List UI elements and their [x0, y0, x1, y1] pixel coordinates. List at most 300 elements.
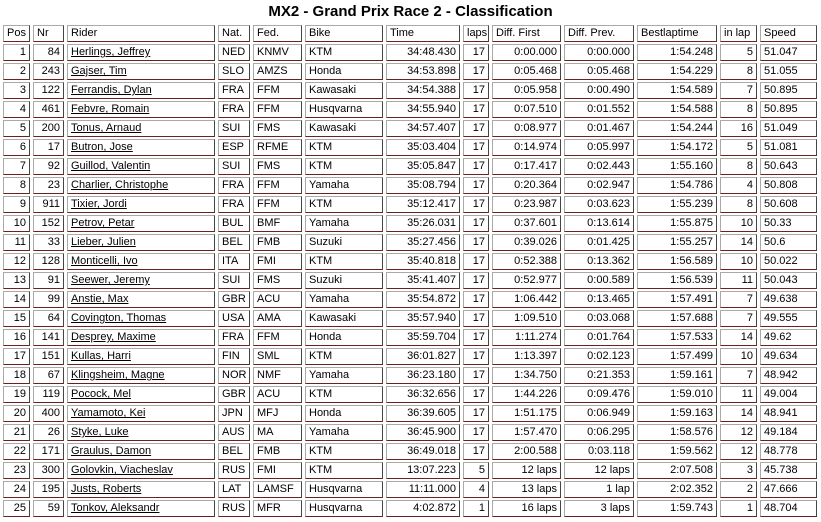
cell-fed: FMI [253, 253, 302, 270]
cell-in_lap: 12 [720, 443, 757, 460]
cell-time: 34:55.940 [386, 101, 460, 118]
cell-diff_prev: 0:06.295 [564, 424, 634, 441]
cell-bike: KTM [305, 348, 383, 365]
cell-laps: 17 [463, 367, 489, 384]
cell-time: 36:39.605 [386, 405, 460, 422]
rider-link[interactable]: Charlier, Christophe [67, 177, 215, 194]
cell-speed: 48.942 [760, 367, 817, 384]
cell-diff_prev: 0:00.000 [564, 44, 634, 61]
cell-diff_first: 0:07.510 [492, 101, 561, 118]
cell-pos: 5 [3, 120, 30, 137]
cell-speed: 50.022 [760, 253, 817, 270]
cell-bestlaptime: 1:54.786 [637, 177, 717, 194]
cell-bestlaptime: 1:59.161 [637, 367, 717, 384]
cell-fed: FMB [253, 443, 302, 460]
cell-diff_first: 1:09.510 [492, 310, 561, 327]
cell-pos: 7 [3, 158, 30, 175]
table-row [3, 196, 817, 213]
cell-bike: Yamaha [305, 215, 383, 232]
rider-link[interactable]: Justs, Roberts [67, 481, 215, 498]
cell-laps: 17 [463, 101, 489, 118]
table-row [3, 481, 817, 498]
cell-fed: AMA [253, 310, 302, 327]
cell-nr: 911 [33, 196, 64, 213]
cell-bike: KTM [305, 44, 383, 61]
cell-time: 34:48.430 [386, 44, 460, 61]
cell-fed: AMZS [253, 63, 302, 80]
cell-nat: SUI [218, 272, 250, 289]
rider-link[interactable]: Graulus, Damon [67, 443, 215, 460]
cell-fed: LAMSF [253, 481, 302, 498]
cell-pos: 18 [3, 367, 30, 384]
cell-time: 35:40.818 [386, 253, 460, 270]
cell-nat: SLO [218, 63, 250, 80]
cell-pos: 3 [3, 82, 30, 99]
cell-diff_first: 13 laps [492, 481, 561, 498]
cell-time: 35:54.872 [386, 291, 460, 308]
cell-bike: Honda [305, 405, 383, 422]
table-header [3, 25, 817, 42]
rider-link[interactable]: Monticelli, Ivo [67, 253, 215, 270]
cell-diff_first: 1:06.442 [492, 291, 561, 308]
cell-laps: 17 [463, 82, 489, 99]
cell-diff_prev: 0:02.947 [564, 177, 634, 194]
cell-laps: 17 [463, 424, 489, 441]
cell-speed: 50.895 [760, 101, 817, 118]
table-row [3, 139, 817, 156]
cell-in_lap: 8 [720, 101, 757, 118]
cell-fed: MA [253, 424, 302, 441]
column-header-diff_prev: Diff. Prev. [564, 25, 634, 42]
cell-pos: 2 [3, 63, 30, 80]
cell-bestlaptime: 1:57.499 [637, 348, 717, 365]
cell-in_lap: 5 [720, 44, 757, 61]
cell-bike: Husqvarna [305, 500, 383, 517]
cell-time: 13:07.223 [386, 462, 460, 479]
cell-diff_prev: 0:00.490 [564, 82, 634, 99]
cell-diff_first: 1:57.470 [492, 424, 561, 441]
cell-in_lap: 11 [720, 386, 757, 403]
cell-fed: FMI [253, 462, 302, 479]
cell-pos: 1 [3, 44, 30, 61]
cell-fed: BMF [253, 215, 302, 232]
cell-bestlaptime: 1:59.010 [637, 386, 717, 403]
cell-in_lap: 16 [720, 120, 757, 137]
column-header-laps: laps [463, 25, 489, 42]
cell-bestlaptime: 2:02.352 [637, 481, 717, 498]
cell-pos: 11 [3, 234, 30, 251]
cell-time: 36:45.900 [386, 424, 460, 441]
cell-diff_first: 16 laps [492, 500, 561, 517]
cell-bike: Yamaha [305, 424, 383, 441]
rider-link[interactable]: Herlings, Jeffrey [67, 44, 215, 61]
table-row [3, 386, 817, 403]
cell-diff_prev: 3 laps [564, 500, 634, 517]
cell-bestlaptime: 1:54.244 [637, 120, 717, 137]
column-header-bestlaptime: Bestlaptime [637, 25, 717, 42]
cell-nat: RUS [218, 500, 250, 517]
rider-link[interactable]: Kullas, Harri [67, 348, 215, 365]
cell-speed: 50.643 [760, 158, 817, 175]
cell-fed: FMB [253, 234, 302, 251]
cell-speed: 50.895 [760, 82, 817, 99]
column-header-fed: Fed. [253, 25, 302, 42]
table-body [3, 44, 817, 517]
cell-nr: 400 [33, 405, 64, 422]
cell-diff_prev: 0:01.764 [564, 329, 634, 346]
cell-nr: 461 [33, 101, 64, 118]
cell-pos: 19 [3, 386, 30, 403]
cell-bestlaptime: 1:55.257 [637, 234, 717, 251]
cell-fed: FMS [253, 120, 302, 137]
rider-link[interactable]: Ferrandis, Dylan [67, 82, 215, 99]
table-row [3, 443, 817, 460]
cell-diff_first: 1:13.397 [492, 348, 561, 365]
cell-diff_prev: 0:06.949 [564, 405, 634, 422]
cell-diff_prev: 0:01.552 [564, 101, 634, 118]
table-row [3, 158, 817, 175]
cell-fed: RFME [253, 139, 302, 156]
cell-in_lap: 8 [720, 63, 757, 80]
table-row [3, 462, 817, 479]
cell-diff_first: 12 laps [492, 462, 561, 479]
cell-diff_prev: 0:03.068 [564, 310, 634, 327]
cell-diff_prev: 12 laps [564, 462, 634, 479]
cell-nat: JPN [218, 405, 250, 422]
cell-bike: Suzuki [305, 234, 383, 251]
cell-nat: SUI [218, 158, 250, 175]
cell-time: 35:41.407 [386, 272, 460, 289]
cell-pos: 16 [3, 329, 30, 346]
cell-pos: 24 [3, 481, 30, 498]
cell-diff_prev: 0:05.468 [564, 63, 634, 80]
cell-nr: 33 [33, 234, 64, 251]
cell-laps: 17 [463, 120, 489, 137]
cell-diff_first: 0:14.974 [492, 139, 561, 156]
cell-bike: Honda [305, 329, 383, 346]
cell-bestlaptime: 1:55.875 [637, 215, 717, 232]
cell-nat: ESP [218, 139, 250, 156]
cell-time: 36:23.180 [386, 367, 460, 384]
table-row [3, 82, 817, 99]
cell-in_lap: 7 [720, 367, 757, 384]
cell-bestlaptime: 1:57.688 [637, 310, 717, 327]
cell-diff_first: 0:17.417 [492, 158, 561, 175]
cell-diff_first: 0:05.468 [492, 63, 561, 80]
rider-link[interactable]: Anstie, Max [67, 291, 215, 308]
column-header-nr: Nr [33, 25, 64, 42]
rider-link[interactable]: Desprey, Maxime [67, 329, 215, 346]
cell-diff_first: 0:20.364 [492, 177, 561, 194]
cell-in_lap: 14 [720, 329, 757, 346]
cell-nr: 300 [33, 462, 64, 479]
cell-nat: FRA [218, 177, 250, 194]
cell-laps: 17 [463, 310, 489, 327]
cell-in_lap: 2 [720, 481, 757, 498]
cell-nr: 67 [33, 367, 64, 384]
cell-nat: AUS [218, 424, 250, 441]
cell-speed: 50.808 [760, 177, 817, 194]
cell-bike: Yamaha [305, 291, 383, 308]
cell-nat: FIN [218, 348, 250, 365]
column-header-rider: Rider [67, 25, 215, 42]
cell-laps: 5 [463, 462, 489, 479]
cell-diff_prev: 0:02.443 [564, 158, 634, 175]
cell-diff_first: 0:08.977 [492, 120, 561, 137]
cell-nr: 64 [33, 310, 64, 327]
cell-laps: 17 [463, 291, 489, 308]
rider-link[interactable]: Yamamoto, Kei [67, 405, 215, 422]
cell-speed: 48.704 [760, 500, 817, 517]
cell-time: 36:32.656 [386, 386, 460, 403]
column-header-in_lap: in lap [720, 25, 757, 42]
cell-diff_prev: 0:21.353 [564, 367, 634, 384]
cell-bike: Husqvarna [305, 481, 383, 498]
table-row [3, 405, 817, 422]
table-row [3, 329, 817, 346]
column-header-nat: Nat. [218, 25, 250, 42]
cell-nr: 200 [33, 120, 64, 137]
cell-pos: 22 [3, 443, 30, 460]
cell-nr: 171 [33, 443, 64, 460]
cell-bestlaptime: 1:59.163 [637, 405, 717, 422]
cell-bike: Yamaha [305, 367, 383, 384]
column-header-bike: Bike [305, 25, 383, 42]
cell-nr: 84 [33, 44, 64, 61]
rider-link[interactable]: Klingsheim, Magne [67, 367, 215, 384]
cell-nat: NOR [218, 367, 250, 384]
cell-bestlaptime: 1:54.172 [637, 139, 717, 156]
cell-diff_first: 0:05.958 [492, 82, 561, 99]
cell-time: 35:03.404 [386, 139, 460, 156]
cell-diff_prev: 0:13.362 [564, 253, 634, 270]
table-row [3, 348, 817, 365]
cell-speed: 51.081 [760, 139, 817, 156]
table-row [3, 291, 817, 308]
cell-time: 34:54.388 [386, 82, 460, 99]
cell-nat: ITA [218, 253, 250, 270]
cell-bike: Honda [305, 63, 383, 80]
cell-diff_prev: 0:00.589 [564, 272, 634, 289]
cell-in_lap: 10 [720, 348, 757, 365]
column-header-diff_first: Diff. First [492, 25, 561, 42]
cell-pos: 14 [3, 291, 30, 308]
cell-pos: 9 [3, 196, 30, 213]
cell-diff_first: 0:23.987 [492, 196, 561, 213]
cell-speed: 50.33 [760, 215, 817, 232]
cell-laps: 4 [463, 481, 489, 498]
cell-in_lap: 11 [720, 272, 757, 289]
table-row [3, 234, 817, 251]
cell-speed: 48.941 [760, 405, 817, 422]
cell-speed: 49.184 [760, 424, 817, 441]
rider-link[interactable]: Petrov, Petar [67, 215, 215, 232]
cell-nat: BEL [218, 443, 250, 460]
cell-fed: MFJ [253, 405, 302, 422]
cell-pos: 20 [3, 405, 30, 422]
cell-nr: 23 [33, 177, 64, 194]
cell-speed: 47.666 [760, 481, 817, 498]
rider-link[interactable]: Seewer, Jeremy [67, 272, 215, 289]
cell-in_lap: 10 [720, 215, 757, 232]
cell-bestlaptime: 1:55.239 [637, 196, 717, 213]
cell-diff_first: 0:52.388 [492, 253, 561, 270]
cell-diff_prev: 0:13.614 [564, 215, 634, 232]
cell-bestlaptime: 2:07.508 [637, 462, 717, 479]
cell-bike: KTM [305, 462, 383, 479]
cell-in_lap: 8 [720, 196, 757, 213]
cell-bike: Yamaha [305, 177, 383, 194]
cell-in_lap: 10 [720, 253, 757, 270]
cell-speed: 49.555 [760, 310, 817, 327]
cell-time: 35:12.417 [386, 196, 460, 213]
cell-speed: 50.043 [760, 272, 817, 289]
cell-fed: FFM [253, 196, 302, 213]
cell-bike: KTM [305, 386, 383, 403]
cell-pos: 6 [3, 139, 30, 156]
cell-bike: KTM [305, 196, 383, 213]
cell-fed: SML [253, 348, 302, 365]
cell-time: 35:26.031 [386, 215, 460, 232]
cell-bestlaptime: 1:54.589 [637, 82, 717, 99]
cell-diff_first: 1:11.274 [492, 329, 561, 346]
rider-link[interactable]: Febvre, Romain [67, 101, 215, 118]
cell-speed: 51.047 [760, 44, 817, 61]
cell-time: 35:27.456 [386, 234, 460, 251]
cell-pos: 8 [3, 177, 30, 194]
cell-laps: 17 [463, 139, 489, 156]
cell-in_lap: 14 [720, 405, 757, 422]
cell-speed: 50.6 [760, 234, 817, 251]
cell-nr: 91 [33, 272, 64, 289]
cell-fed: ACU [253, 291, 302, 308]
cell-nat: FRA [218, 196, 250, 213]
cell-time: 35:59.704 [386, 329, 460, 346]
cell-laps: 17 [463, 215, 489, 232]
cell-laps: 17 [463, 63, 489, 80]
cell-laps: 17 [463, 158, 489, 175]
cell-speed: 50.608 [760, 196, 817, 213]
cell-bestlaptime: 1:57.533 [637, 329, 717, 346]
cell-nat: BUL [218, 215, 250, 232]
table-row [3, 367, 817, 384]
cell-fed: FFM [253, 101, 302, 118]
table-row [3, 44, 817, 61]
rider-link[interactable]: Tonus, Arnaud [67, 120, 215, 137]
cell-speed: 49.62 [760, 329, 817, 346]
cell-time: 35:08.794 [386, 177, 460, 194]
cell-in_lap: 8 [720, 158, 757, 175]
cell-time: 35:05.847 [386, 158, 460, 175]
cell-laps: 17 [463, 234, 489, 251]
cell-nr: 17 [33, 139, 64, 156]
cell-bestlaptime: 1:59.562 [637, 443, 717, 460]
cell-nr: 152 [33, 215, 64, 232]
table-row [3, 215, 817, 232]
cell-diff_prev: 0:02.123 [564, 348, 634, 365]
cell-nr: 195 [33, 481, 64, 498]
table-row [3, 63, 817, 80]
cell-nat: FRA [218, 329, 250, 346]
cell-fed: FFM [253, 329, 302, 346]
page-title: MX2 - Grand Prix Race 2 - Classification [268, 3, 553, 20]
cell-nat: LAT [218, 481, 250, 498]
cell-fed: FFM [253, 177, 302, 194]
cell-fed: FMS [253, 158, 302, 175]
cell-pos: 10 [3, 215, 30, 232]
cell-fed: MFR [253, 500, 302, 517]
cell-bestlaptime: 1:57.491 [637, 291, 717, 308]
cell-nr: 243 [33, 63, 64, 80]
cell-pos: 12 [3, 253, 30, 270]
cell-diff_first: 0:00.000 [492, 44, 561, 61]
cell-in_lap: 14 [720, 234, 757, 251]
column-header-time: Time [386, 25, 460, 42]
cell-fed: FFM [253, 82, 302, 99]
cell-diff_first: 1:51.175 [492, 405, 561, 422]
cell-bike: Kawasaki [305, 120, 383, 137]
cell-nr: 99 [33, 291, 64, 308]
cell-nr: 151 [33, 348, 64, 365]
cell-in_lap: 7 [720, 82, 757, 99]
rider-link[interactable]: Guillod, Valentin [67, 158, 215, 175]
cell-diff_first: 0:39.026 [492, 234, 561, 251]
cell-diff_first: 2:00.588 [492, 443, 561, 460]
rider-link[interactable]: Tonkov, Aleksandr [67, 500, 215, 517]
cell-laps: 17 [463, 348, 489, 365]
rider-link[interactable]: Lieber, Julien [67, 234, 215, 251]
cell-nat: SUI [218, 120, 250, 137]
cell-bike: Suzuki [305, 272, 383, 289]
cell-laps: 17 [463, 177, 489, 194]
cell-diff_prev: 1 lap [564, 481, 634, 498]
header-row [3, 25, 817, 42]
cell-bike: Kawasaki [305, 82, 383, 99]
rider-link[interactable]: Pocock, Mel [67, 386, 215, 403]
cell-speed: 51.055 [760, 63, 817, 80]
cell-speed: 48.778 [760, 443, 817, 460]
cell-laps: 17 [463, 443, 489, 460]
cell-pos: 25 [3, 500, 30, 517]
cell-nat: GBR [218, 386, 250, 403]
table-row [3, 120, 817, 137]
cell-pos: 13 [3, 272, 30, 289]
cell-in_lap: 5 [720, 139, 757, 156]
cell-pos: 4 [3, 101, 30, 118]
cell-bestlaptime: 1:54.248 [637, 44, 717, 61]
rider-link[interactable]: Butron, Jose [67, 139, 215, 156]
classification-table [0, 23, 820, 519]
cell-nr: 128 [33, 253, 64, 270]
rider-link[interactable]: Covington, Thomas [67, 310, 215, 327]
rider-link[interactable]: Styke, Luke [67, 424, 215, 441]
cell-time: 34:53.898 [386, 63, 460, 80]
cell-nr: 92 [33, 158, 64, 175]
cell-laps: 17 [463, 386, 489, 403]
cell-diff_first: 0:37.601 [492, 215, 561, 232]
cell-speed: 45.738 [760, 462, 817, 479]
cell-pos: 17 [3, 348, 30, 365]
cell-nr: 141 [33, 329, 64, 346]
cell-nat: GBR [218, 291, 250, 308]
cell-pos: 21 [3, 424, 30, 441]
rider-link[interactable]: Golovkin, Viacheslav [67, 462, 215, 479]
rider-link[interactable]: Gajser, Tim [67, 63, 215, 80]
cell-fed: KNMV [253, 44, 302, 61]
rider-link[interactable]: Tixier, Jordi [67, 196, 215, 213]
cell-bestlaptime: 1:56.589 [637, 253, 717, 270]
cell-diff_first: 0:52.977 [492, 272, 561, 289]
